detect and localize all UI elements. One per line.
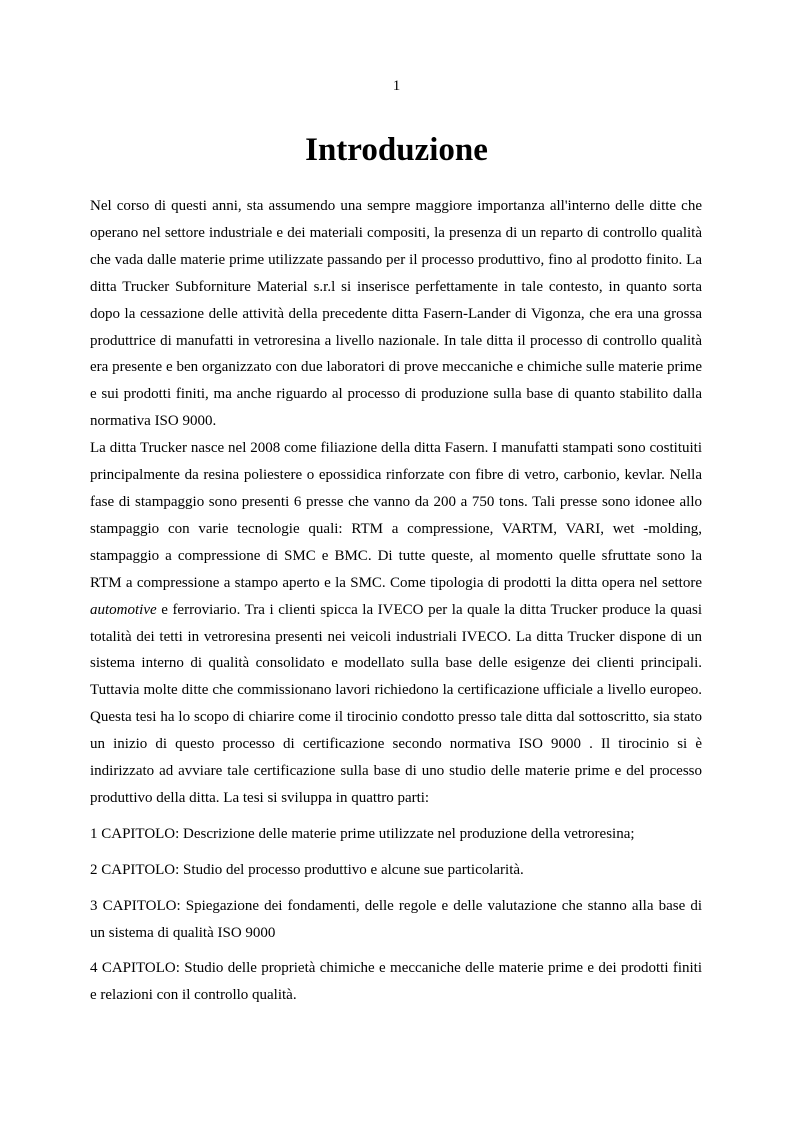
- intro-paragraph-1: Nel corso di questi anni, sta assumendo una sempre maggiore importanza all'interno delle ditte che operano nel settore industriale e dei materiali compositi, la presenza di un reparto di controllo qualità che vada dalle materie prime utilizzate passando per il processo produttivo, fino al prodotto finito. La ditta Trucker Subforniture Material s.r.l si inserisce perfettamente in tale contesto, in quanto sorta dopo la cessazione delle attività della precedente ditta Fasern-Lander di Vigonza, che era una grossa produttrice di manufatti in vetroresina a livello nazionale. In tale ditta il processo di controllo qualità era presente e ben organizzato con due laboratori di prove meccaniche e chimiche sulle materie prime e sui prodotti finiti, ma anche riguardo al processo di produzione sulla base di quanto stabilito dalla normativa ISO 9000.: [90, 198, 702, 430]
- chapter-item-2: 2 CAPITOLO: Studio del processo produttivo e alcune sue particolarità.: [90, 861, 524, 878]
- chapter-item-1: 1 CAPITOLO: Descrizione delle materie prime utilizzate nel produzione della vetroresina;: [90, 825, 635, 842]
- italic-term: automotive: [90, 601, 157, 618]
- document-body: [90, 193, 702, 1009]
- chapter-item-4: 4 CAPITOLO: Studio delle proprietà chimiche e meccaniche delle materie prime e dei prodotti finiti e relazioni con il controllo qualità.: [90, 960, 702, 1004]
- page-title: Introduzione: [305, 132, 488, 168]
- page-number: 1: [392, 78, 401, 94]
- paragraph-2-text-start: La ditta Trucker nasce nel 2008 come filiazione della ditta Fasern. I manufatti stampati sono costituiti principalmente da resina poliestere o epossidica rinforzate con fibre di vetro, carbonio, kevlar. Nella fase di stampaggio sono presenti 6 presse che vanno da 200 a 750 tons. Tali presse sono idonee allo stampaggio con varie tecnologie quali: RTM a compressione, VARTM, VARI, wet -molding, stampaggio a compressione di SMC e BMC. Di tutte queste, al momento quelle sfruttate sono la RTM a compressione a stampo aperto e la SMC. Come tipologia di prodotti la ditta opera nel settore: [90, 440, 702, 591]
- chapter-item-3: 3 CAPITOLO: Spiegazione dei fondamenti, delle regole e delle valutazione che stanno alla base di un sistema di qualità ISO 9000: [90, 897, 702, 941]
- paragraph-2-text-end: e ferroviario. Tra i clienti spicca la IVECO per la quale la ditta Trucker produce la quasi totalità dei tetti in vetroresina presenti nei veicoli industriali IVECO. La ditta Trucker dispone di un sistema interno di qualità consolidato e modellato sulla base delle esigenze dei clienti principali. Tuttavia molte ditte che commissionano lavori richiedono la certificazione ufficiale a livello europeo. Questa tesi ha lo scopo di chiarire come il tirocinio condotto presso tale ditta dal sottoscritto, sia stato un inizio di questo processo di certificazione secondo normativa ISO 9000 . Il tirocinio si è indirizzato ad avviare tale certificazione sulla base di uno studio delle materie prime e del processo produttivo della ditta. La tesi si sviluppa in quattro parti:: [90, 601, 702, 806]
- intro-paragraph-2: [90, 435, 702, 812]
